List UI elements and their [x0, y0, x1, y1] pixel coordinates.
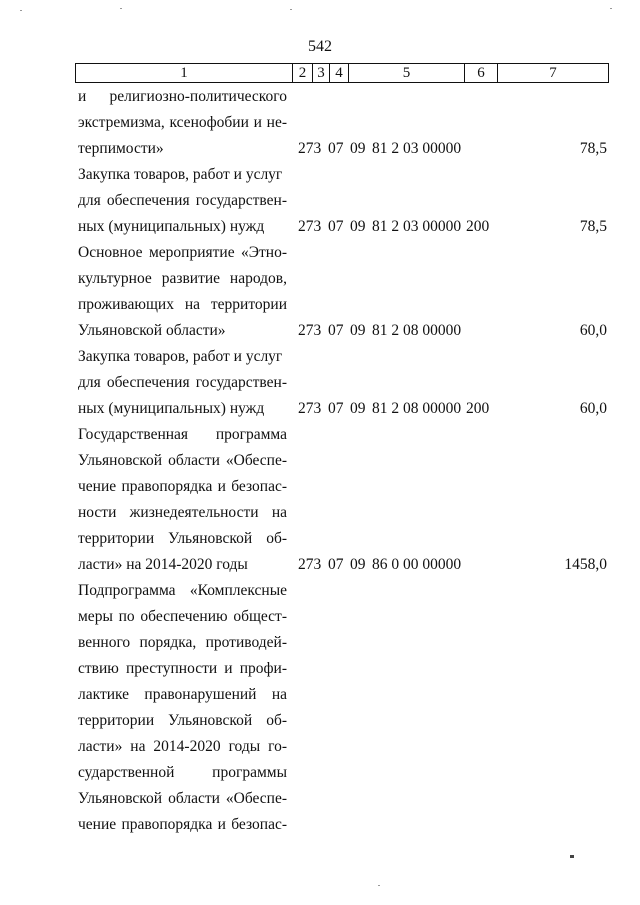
scan-speck	[120, 8, 122, 9]
section-code: 07	[328, 322, 344, 339]
expense-type-code: 200	[466, 218, 490, 235]
scan-speck	[610, 8, 612, 9]
description-line: ности жизнедеятельности на	[78, 504, 287, 521]
section-code: 07	[328, 140, 344, 157]
description-line: сударственной программы	[78, 764, 287, 781]
description-line: Ульяновской области»	[78, 322, 226, 339]
description-line: и религиозно-политического	[78, 88, 287, 105]
description-line: ных (муниципальных) нужд	[78, 400, 265, 417]
description-line: чение правопорядка и безопас-	[78, 478, 287, 495]
table-header	[75, 63, 609, 83]
description-line: экстремизма, ксенофобии и не-	[78, 114, 287, 131]
description-line: терпимости»	[78, 140, 164, 157]
description-line: ласти» на 2014-2020 годы го-	[78, 738, 287, 755]
subsection-code: 09	[350, 400, 366, 417]
page-number: 542	[308, 38, 332, 55]
description-line: ных (муниципальных) нужд	[78, 218, 265, 235]
header-col-3: 3	[313, 64, 330, 82]
amount: 78,5	[579, 140, 607, 157]
description-line: лактике правонарушений на	[78, 686, 287, 703]
amount: 78,5	[579, 218, 607, 235]
header-col-5: 5	[349, 64, 465, 82]
header-col-7: 7	[549, 65, 557, 81]
table-row	[298, 556, 496, 574]
subsection-code: 09	[350, 140, 366, 157]
target-code: 81 2 08 00000	[372, 400, 462, 417]
ministry-code: 273	[298, 140, 322, 157]
description-line: ласти» на 2014-2020 годы	[78, 556, 248, 573]
amount: 60,0	[579, 322, 607, 339]
scan-speck	[20, 10, 22, 11]
description-line: ствию преступности и профи-	[78, 660, 287, 677]
table-row	[298, 322, 496, 340]
header-col-1: 1	[76, 64, 293, 82]
table-row	[298, 400, 496, 418]
header-col-6: 6	[465, 64, 498, 82]
description-line: Государственная программа	[78, 426, 287, 443]
target-code: 81 2 03 00000	[372, 218, 462, 235]
header-col-4: 4	[330, 64, 349, 82]
description-line: венного порядка, противодей-	[78, 634, 287, 651]
ministry-code: 273	[298, 322, 322, 339]
description-line: Закупка товаров, работ и услуг	[78, 166, 283, 183]
target-code: 81 2 08 00000	[372, 322, 462, 339]
ministry-code: 273	[298, 400, 322, 417]
description-line: меры по обеспечению общест-	[78, 608, 287, 625]
header-col-2: 2	[293, 64, 313, 82]
amount: 60,0	[579, 400, 607, 417]
amount: 1458,0	[564, 556, 607, 573]
table-row	[298, 218, 496, 236]
description-line: для обеспечения государствен-	[78, 374, 287, 391]
scan-speck	[378, 885, 380, 886]
scan-speck	[290, 9, 292, 10]
description-line: территории Ульяновской об-	[78, 712, 287, 729]
description-line: Закупка товаров, работ и услуг	[78, 348, 283, 365]
ministry-code: 273	[298, 218, 322, 235]
scan-speck	[570, 855, 574, 858]
description-line: Подпрограмма «Комплексные	[78, 582, 287, 599]
description-line: Ульяновской области «Обеспе-	[78, 790, 287, 807]
expense-type-code: 200	[466, 400, 490, 417]
description-line: для обеспечения государствен-	[78, 192, 287, 209]
subsection-code: 09	[350, 218, 366, 235]
section-code: 07	[328, 218, 344, 235]
target-code: 81 2 03 00000	[372, 140, 462, 157]
description-line: Основное мероприятие «Этно-	[78, 244, 287, 261]
table-row	[298, 140, 496, 158]
description-line: территории Ульяновской об-	[78, 530, 287, 547]
ministry-code: 273	[298, 556, 322, 573]
description-line: проживающих на территории	[78, 296, 287, 313]
description-line: культурное развитие народов,	[78, 270, 287, 287]
subsection-code: 09	[350, 322, 366, 339]
description-line: чение правопорядка и безопас-	[78, 816, 287, 833]
section-code: 07	[328, 400, 344, 417]
section-code: 07	[328, 556, 344, 573]
target-code: 86 0 00 00000	[372, 556, 462, 573]
description-line: Ульяновской области «Обеспе-	[78, 452, 287, 469]
subsection-code: 09	[350, 556, 366, 573]
